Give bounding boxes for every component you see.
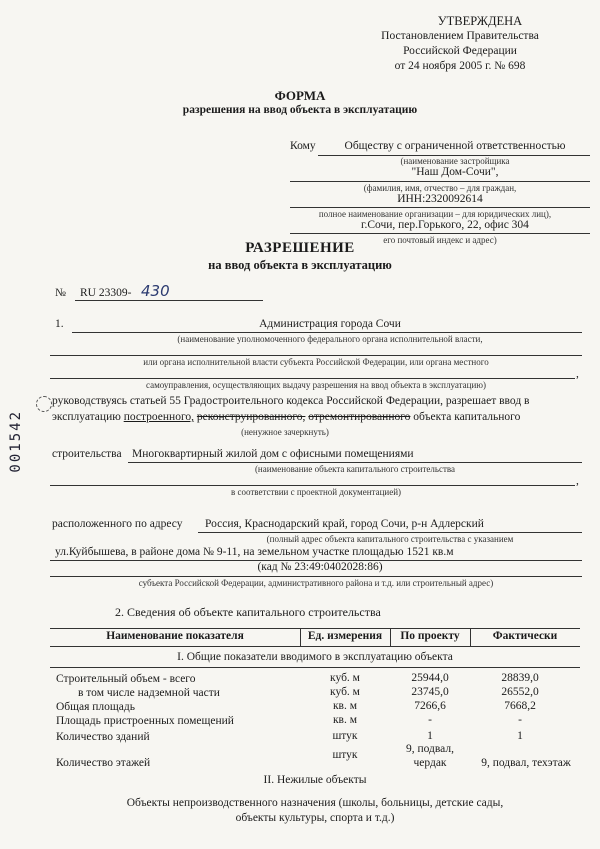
statute-text-b	[52, 411, 520, 423]
authority-hint1: (наименование уполномоченного федерального органа исполнительной власти,	[177, 334, 483, 344]
address-label: расположенного по адресу	[52, 518, 183, 530]
permit-number-handwritten: 430	[141, 282, 170, 300]
approval-line1: Постановлением Правительства	[381, 30, 539, 42]
form-title: ФОРМА	[274, 88, 326, 103]
addressee-hint4: его почтовый индекс и адрес)	[383, 235, 497, 245]
addressee-hint3: полное наименование организации – для юридических лиц),	[318, 209, 552, 219]
option-repaired: отремонтированного	[308, 411, 411, 423]
cadastral-number: (кад № 23:49:0402028:86)	[257, 561, 383, 573]
permit-number-prefix: RU 23309-	[80, 287, 132, 299]
construction-label: строительства	[52, 448, 122, 460]
row-name: в том числе надземной части	[78, 687, 220, 699]
addressee-label: Кому	[290, 140, 316, 152]
row-actual: 7668,2	[504, 700, 536, 712]
address-value: Россия, Краснодарский край, город Сочи, р-н Адлерский	[205, 518, 484, 530]
row-project: чердак	[413, 757, 447, 769]
group2-header: II. Нежилые объекты	[263, 774, 367, 786]
nonres-text-a: Объекты непроизводственного назначения (школы, больницы, детские сады,	[126, 797, 504, 809]
permit-number-label: №	[55, 287, 66, 299]
authority-hint3: самоуправления, осуществляющих выдачу разрешения на ввод объекта в эксплуатацию)	[145, 380, 487, 390]
subject-hint: субъекта Российской Федерации, административного района и т.д. или строительный адрес)	[138, 578, 494, 588]
option-reconstructed: реконструированного,	[196, 411, 306, 423]
row-actual: 28839,0	[501, 672, 539, 684]
row-actual: 9, подвал, техэтаж	[481, 757, 571, 769]
addressee-name1: Обществу с ограниченной ответственностью	[344, 140, 566, 152]
row-name: Количество зданий	[56, 731, 150, 743]
section2-title: 2. Сведения об объекте капитального строительства	[115, 605, 381, 619]
col-header-unit: Ед. измерения	[307, 630, 383, 642]
row-actual: -	[518, 714, 522, 726]
option-built: построенного,	[123, 411, 195, 423]
row-actual: 1	[517, 730, 523, 742]
permit-subtitle: на ввод объекта в эксплуатацию	[208, 258, 392, 272]
row-project: -	[428, 714, 432, 726]
row-unit: штук	[332, 749, 358, 761]
approval-line2: Российской Федерации	[403, 45, 517, 57]
object-comma: ,	[576, 475, 579, 487]
section1-number: 1.	[55, 318, 64, 330]
authority-comma: ,	[576, 368, 579, 380]
statute-text-b-post: объекта капитального	[413, 411, 521, 423]
authority-name: Администрация города Сочи	[259, 318, 401, 330]
authority-hint2: или органа исполнительной власти субъекта Российской Федерации, или органа местного	[143, 357, 489, 367]
row-project: 23745,0	[411, 686, 449, 698]
row-unit: кв. м	[332, 700, 358, 712]
row-project: 25944,0	[411, 672, 449, 684]
col-header-name: Наименование показателя	[106, 630, 244, 642]
row-project: 9, подвал,	[405, 743, 455, 755]
project-hint: в соответствии с проектной документацией)	[230, 487, 402, 497]
approval-line3: от 24 ноября 2005 г. № 698	[394, 60, 526, 72]
address-continued: ул.Куйбышева, в районе дома № 9-11, на земельном участке площадью 1521 кв.м	[55, 546, 454, 558]
row-name: Количество этажей	[56, 757, 151, 769]
address-hint: (полный адрес объекта капитального строительства с указанием	[266, 534, 514, 544]
nonres-text-b: объекты культуры, спорта и т.д.)	[235, 812, 395, 824]
seal-stamp	[36, 396, 52, 412]
object-hint: (наименование объекта капитального строительства	[254, 464, 456, 474]
addressee-name2: "Наш Дом-Сочи",	[411, 166, 499, 178]
addressee-hint2: (фамилия, имя, отчество – для граждан,	[363, 183, 517, 193]
strike-hint: (ненужное зачеркнуть)	[241, 427, 329, 437]
row-unit: куб. м	[330, 686, 360, 698]
statute-text-a: руководствуясь статьей 55 Градостроительного кодекса Российской Федерации, разрешает ввод в	[52, 395, 530, 407]
row-name: Строительный объем - всего	[56, 673, 196, 685]
permit-title: РАЗРЕШЕНИЕ	[245, 240, 355, 256]
row-project: 7266,6	[414, 700, 446, 712]
approval-title: УТВЕРЖДЕНА	[437, 14, 523, 28]
serial-number: 001542	[8, 410, 24, 473]
row-unit: куб. м	[330, 672, 360, 684]
addressee-hint1: (наименование застройщика	[400, 156, 510, 166]
addressee-inn: ИНН:2320092614	[397, 193, 483, 205]
col-header-project: По проекту	[400, 630, 460, 642]
group1-header: I. Общие показатели вводимого в эксплуатацию объекта	[177, 651, 453, 663]
row-project: 1	[427, 730, 433, 742]
form-subtitle: разрешения на ввод объекта в эксплуатацию	[182, 104, 418, 116]
col-header-actual: Фактически	[492, 630, 558, 642]
statute-text-b-pre: эксплуатацию	[52, 411, 121, 423]
object-name: Многоквартирный жилой дом с офисными помещениями	[132, 448, 414, 460]
row-name: Площадь пристроенных помещений	[56, 715, 234, 727]
addressee-address: г.Сочи, пер.Горького, 22, офис 304	[361, 219, 529, 231]
row-name: Общая площадь	[56, 701, 135, 713]
row-unit: штук	[332, 730, 358, 742]
row-unit: кв. м	[332, 714, 358, 726]
row-actual: 26552,0	[501, 686, 539, 698]
